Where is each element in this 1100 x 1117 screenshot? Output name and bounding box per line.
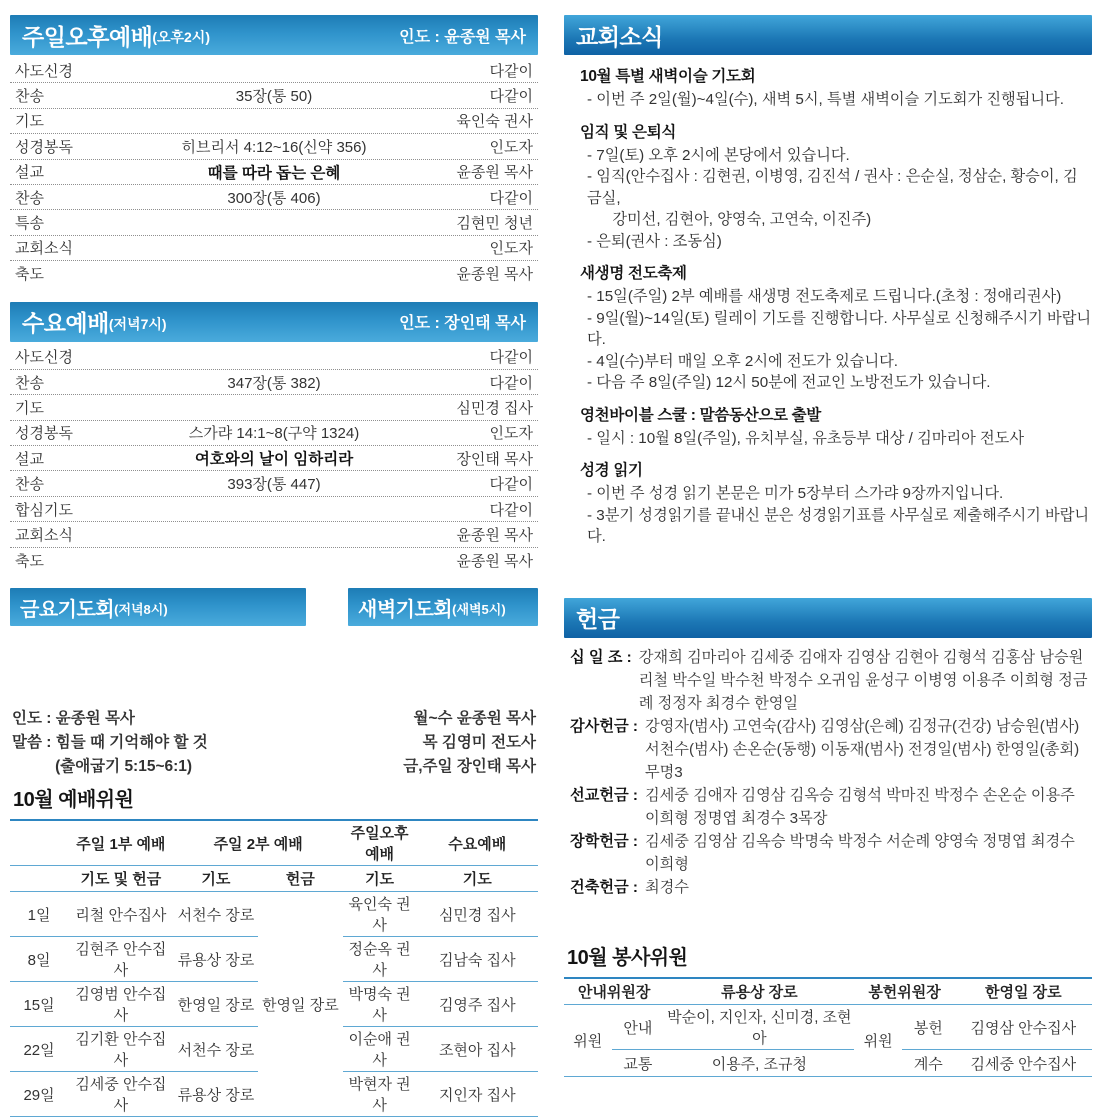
person-cell: 심민경 집사 <box>417 892 538 937</box>
order-row <box>10 261 538 286</box>
date-cell: 29일 <box>10 1072 68 1117</box>
order-item-detail: 때를 따라 돕는 은혜 <box>207 164 341 182</box>
table-row <box>10 892 538 937</box>
news-heading: 임직 및 은퇴식 <box>580 123 677 141</box>
order-item-label: 찬송 <box>15 189 44 207</box>
offering-entry <box>570 876 1092 899</box>
chair-person: 한영일 장로 <box>955 978 1092 1005</box>
news-item: - 은퇴(권사 : 조동심) <box>587 232 722 250</box>
friday-prayer-details <box>12 635 208 779</box>
date-cell: 22일 <box>10 1027 68 1072</box>
news-items <box>580 428 1092 450</box>
order-row <box>10 236 538 261</box>
order-item-label: 교회소식 <box>15 240 73 258</box>
order-item-person: 인도자 <box>489 425 533 443</box>
news-heading: 영천바이블 스쿨 : 말씀동산으로 출발 <box>580 406 821 424</box>
person-cell: 서천수 장로 <box>174 892 258 937</box>
detail-line: 월~수 윤종원 목사 <box>413 710 536 728</box>
section-title: 주일오후예배 <box>22 23 153 50</box>
person-cell: 김영범 안수집사 <box>68 982 174 1027</box>
worship-committee-title: 10월 예배위원 <box>13 789 134 812</box>
person-cell: 이순애 권사 <box>343 1027 417 1072</box>
names-cell: 김영삼 안수집사 <box>955 1005 1092 1050</box>
order-item-detail: 300장(통 406) <box>227 189 321 207</box>
order-row <box>10 345 538 370</box>
section-title: 새벽기도회 <box>358 598 453 621</box>
news-item: - 일시 : 10월 8일(주일), 유치부실, 유초등부 대상 / 김마리아 전도사 <box>587 429 1025 447</box>
member-group-label: 위원 <box>854 1005 902 1077</box>
news-item: - 15일(주일) 2부 예배를 새생명 전도축제로 드립니다.(초청 : 정애리권사) <box>587 288 1062 305</box>
person-cell: 김남숙 집사 <box>417 937 538 982</box>
worship-committee-table <box>10 819 538 1117</box>
order-item-label: 설교 <box>15 450 44 468</box>
section-title: 교회소식 <box>576 23 663 50</box>
date-cell: 15일 <box>10 982 68 1027</box>
detail-line: 인도 : 윤종원 목사 <box>12 710 135 728</box>
order-row <box>10 446 538 471</box>
order-item-label: 기도 <box>15 113 44 131</box>
order-item-person: 윤종원 목사 <box>456 552 533 570</box>
person-cell: 류용상 장로 <box>174 1072 258 1117</box>
detail-line: (출애굽기 5:15~6:1) <box>12 758 193 776</box>
person-cell: 한영일 장로 <box>174 982 258 1027</box>
col-group: 수요예배 <box>417 820 538 866</box>
chair-row <box>564 978 1092 1005</box>
order-item-person: 김현민 청년 <box>456 215 533 233</box>
offering-entry <box>570 646 1092 715</box>
order-item-label: 축도 <box>15 552 44 570</box>
detail-line: 말씀 : 힘들 때 기억해야 할 것 <box>12 734 208 752</box>
order-item-label: 사도신경 <box>15 62 73 80</box>
section-title: 헌금 <box>576 606 620 632</box>
sunday-afternoon-service-header <box>10 15 538 55</box>
order-row <box>10 370 538 395</box>
dawn-prayer-details <box>403 635 536 779</box>
service-leader: 인도 : 윤종원 목사 <box>399 28 526 46</box>
offering-names: 김세중 김애자 김영삼 김옥승 김형석 박마진 박정수 손온순 이용주 이희형 정명엽 최경수 3목장 <box>644 786 1075 827</box>
chair-person: 류용상 장로 <box>664 978 854 1005</box>
offering-type-label: 십 일 조 : <box>570 648 632 666</box>
section-time: (새벽5시) <box>452 602 506 618</box>
col-group: 주일 2부 예배 <box>174 820 343 866</box>
order-item-label: 찬송 <box>15 374 44 392</box>
wednesday-service-header <box>10 302 538 342</box>
order-item-person: 다같이 <box>489 476 533 494</box>
offering-entry <box>570 830 1092 876</box>
order-item-person: 장인태 목사 <box>456 450 533 468</box>
order-row <box>10 421 538 446</box>
order-item-detail: 여호와의 날이 임하리라 <box>194 451 354 469</box>
person-cell: 지인자 집사 <box>417 1072 538 1117</box>
order-row <box>10 58 538 83</box>
offering-names: 최경수 <box>644 878 689 896</box>
col-sub: 기도 <box>174 866 258 892</box>
offering-header <box>564 598 1092 638</box>
col-sub: 기도 <box>417 866 538 892</box>
role-cell: 봉헌 <box>902 1005 955 1050</box>
news-items <box>580 286 1092 394</box>
news-item: - 다음 주 8일(주일) 12시 50분에 전교인 노방전도가 있습니다. <box>587 374 991 391</box>
order-item-label: 합심기도 <box>15 501 73 519</box>
order-item-detail: 스가랴 14:1~8(구약 1324) <box>188 425 360 443</box>
news-item: - 임직(안수집사 : 김현권, 이병영, 김진석 / 권사 : 은순실, 정삼순, 황승이, 김금실, <box>587 168 1078 207</box>
date-cell: 1일 <box>10 892 68 937</box>
person-cell: 박명숙 권사 <box>343 982 417 1027</box>
dawn-prayer-header <box>348 588 538 626</box>
order-row <box>10 83 538 108</box>
church-news-body <box>564 64 1092 548</box>
order-item-label: 사도신경 <box>15 349 73 367</box>
sunday-afternoon-order-table <box>10 58 538 287</box>
person-cell: 김세중 안수집사 <box>68 1072 174 1117</box>
order-item-label: 특송 <box>15 215 44 233</box>
news-item: - 9일(월)~14일(토) 릴레이 기도를 진행합니다. 사무실로 신청해주시기 바랍니다. <box>587 309 1092 348</box>
offering-names: 강재희 김마리아 김세중 김애자 김영삼 김현아 김형석 김홍삼 남승원 리철 박수일 박수천 박정수 오귀임 윤성구 이병영 이용주 이희형 정금례 정정자 최경수 한영일 <box>638 648 1088 712</box>
news-item: - 이번 주 2일(월)~4일(수), 새벽 5시, 특별 새벽이슬 기도회가 진행됩니다. <box>587 91 1064 108</box>
order-item-label: 성경봉독 <box>15 138 73 156</box>
offering-names: 김세중 김영삼 김옥승 박명숙 박정수 서순례 양영숙 정명엽 최경수 이희형 <box>644 832 1075 873</box>
news-item: - 7일(토) 오후 2시에 본당에서 있습니다. <box>587 146 850 164</box>
section-title: 수요예배 <box>22 310 109 337</box>
order-item-person: 윤종원 목사 <box>456 526 533 544</box>
order-item-person: 다같이 <box>489 349 533 367</box>
order-item-person: 윤종원 목사 <box>456 266 533 284</box>
person-cell: 박현자 권사 <box>343 1072 417 1117</box>
offering-type-label: 선교헌금 : <box>570 786 638 804</box>
merged-offering-cell: 한영일 장로 <box>258 892 342 1117</box>
order-item-label: 축도 <box>15 266 44 284</box>
role-cell: 안내 <box>612 1005 665 1050</box>
order-row <box>10 160 538 185</box>
names-cell: 김세중 안수집사 <box>955 1050 1092 1077</box>
order-item-detail: 393장(통 447) <box>227 476 321 494</box>
order-item-label: 찬송 <box>15 88 44 106</box>
order-item-label: 기도 <box>15 399 44 417</box>
member-group-label: 위원 <box>564 1005 612 1077</box>
person-cell: 서천수 장로 <box>174 1027 258 1072</box>
order-item-label: 설교 <box>15 164 44 182</box>
sub-header-row <box>10 866 538 892</box>
col-sub: 헌금 <box>258 866 342 892</box>
offering-type-label: 감사헌금 : <box>570 717 638 735</box>
order-item-detail: 히브리서 4:12~16(신약 356) <box>181 138 367 156</box>
person-cell: 류용상 장로 <box>174 937 258 982</box>
order-row <box>10 471 538 496</box>
col-sub: 기도 <box>343 866 417 892</box>
col-sub: 기도 및 헌금 <box>68 866 174 892</box>
news-items <box>580 89 1092 111</box>
order-row <box>10 109 538 134</box>
order-item-label: 성경봉독 <box>15 425 73 443</box>
person-cell: 김현주 안수집사 <box>68 937 174 982</box>
offering-body <box>564 646 1092 899</box>
names-cell: 박순이, 지인자, 신미경, 조현아 <box>664 1005 854 1050</box>
person-cell: 김영주 집사 <box>417 982 538 1027</box>
order-item-label: 교회소식 <box>15 526 73 544</box>
news-heading: 성경 읽기 <box>580 462 643 479</box>
order-item-person: 다같이 <box>489 62 533 80</box>
news-item: - 3분기 성경읽기를 끝내신 분은 성경읽기표를 사무실로 제출해주시기 바랍니다. <box>587 506 1090 545</box>
order-row <box>10 395 538 420</box>
order-item-detail: 347장(통 382) <box>227 374 321 392</box>
detail-line: 목 김영미 전도사 <box>422 734 536 752</box>
wednesday-order-table <box>10 345 538 574</box>
person-cell: 육인숙 권사 <box>343 892 417 937</box>
order-item-person: 다같이 <box>489 501 533 519</box>
service-committee-table <box>564 977 1092 1078</box>
news-item: 강미선, 김현아, 양영숙, 고연숙, 이진주) <box>587 211 872 228</box>
right-column <box>564 15 1092 1117</box>
offering-names: 강영자(범사) 고연숙(감사) 김영삼(은혜) 김정규(건강) 남승원(범사) 서천수(범사) 손온순(동행) 이동재(범사) 전경일(범사) 한영일(총회) 무명3 <box>644 717 1080 781</box>
service-leader: 인도 : 장인태 목사 <box>399 315 526 333</box>
table-row <box>564 1005 1092 1050</box>
date-cell: 8일 <box>10 937 68 982</box>
offering-entry <box>570 715 1092 784</box>
chair-label: 안내위원장 <box>564 978 664 1005</box>
offering-entry <box>570 784 1092 830</box>
left-column <box>10 15 538 1117</box>
order-row <box>10 497 538 522</box>
detail-line: 금,주일 장인태 목사 <box>403 758 536 776</box>
order-item-person: 육인숙 권사 <box>456 113 533 131</box>
prayer-meeting-headers <box>10 588 538 626</box>
news-item: - 이번 주 성경 읽기 본문은 미가 5장부터 스가랴 9장까지입니다. <box>587 485 1004 502</box>
order-item-person: 윤종원 목사 <box>456 164 533 182</box>
names-cell: 이용주, 조규청 <box>664 1050 854 1077</box>
order-item-person: 심민경 집사 <box>456 399 533 417</box>
col-group: 주일 1부 예배 <box>68 820 174 866</box>
offering-type-label: 장학헌금 : <box>570 832 638 850</box>
order-row <box>10 522 538 547</box>
section-time: (오후2시) <box>152 29 210 45</box>
order-item-person: 다같이 <box>489 189 533 207</box>
prayer-meeting-details <box>10 635 538 779</box>
person-cell: 리철 안수집사 <box>68 892 174 937</box>
news-items <box>580 483 1092 548</box>
order-row <box>10 185 538 210</box>
order-item-person: 다같이 <box>489 88 533 106</box>
order-row <box>10 548 538 573</box>
friday-prayer-header <box>10 588 306 626</box>
role-cell: 계수 <box>902 1050 955 1077</box>
person-cell: 조현아 집사 <box>417 1027 538 1072</box>
section-title: 금요기도회 <box>20 598 115 621</box>
person-cell: 김기환 안수집사 <box>68 1027 174 1072</box>
news-items <box>580 145 1092 253</box>
order-row <box>10 134 538 159</box>
order-row <box>10 210 538 235</box>
person-cell: 정순옥 권사 <box>343 937 417 982</box>
order-item-label: 찬송 <box>15 476 44 494</box>
role-cell: 교통 <box>612 1050 665 1077</box>
church-news-header <box>564 15 1092 55</box>
order-item-person: 인도자 <box>489 138 533 156</box>
order-item-person: 인도자 <box>489 240 533 258</box>
chair-label: 봉헌위원장 <box>854 978 954 1005</box>
service-committee-title: 10월 봉사위원 <box>567 946 688 969</box>
section-time: (저녁7시) <box>108 315 167 332</box>
empty-cell <box>10 820 68 866</box>
table-row <box>564 1050 1092 1077</box>
news-heading: 새생명 전도축제 <box>580 265 687 282</box>
offering-type-label: 건축헌금 : <box>570 878 638 896</box>
group-header-row <box>10 820 538 866</box>
order-item-detail: 35장(통 50) <box>235 88 313 106</box>
news-heading: 10월 특별 새벽이슬 기도회 <box>580 68 756 85</box>
empty-cell <box>10 866 68 892</box>
news-item: - 4일(수)부터 매일 오후 2시에 전도가 있습니다. <box>587 352 899 370</box>
col-group: 주일오후예배 <box>343 820 417 866</box>
section-time: (저녁8시) <box>114 602 168 618</box>
order-item-person: 다같이 <box>489 374 533 392</box>
